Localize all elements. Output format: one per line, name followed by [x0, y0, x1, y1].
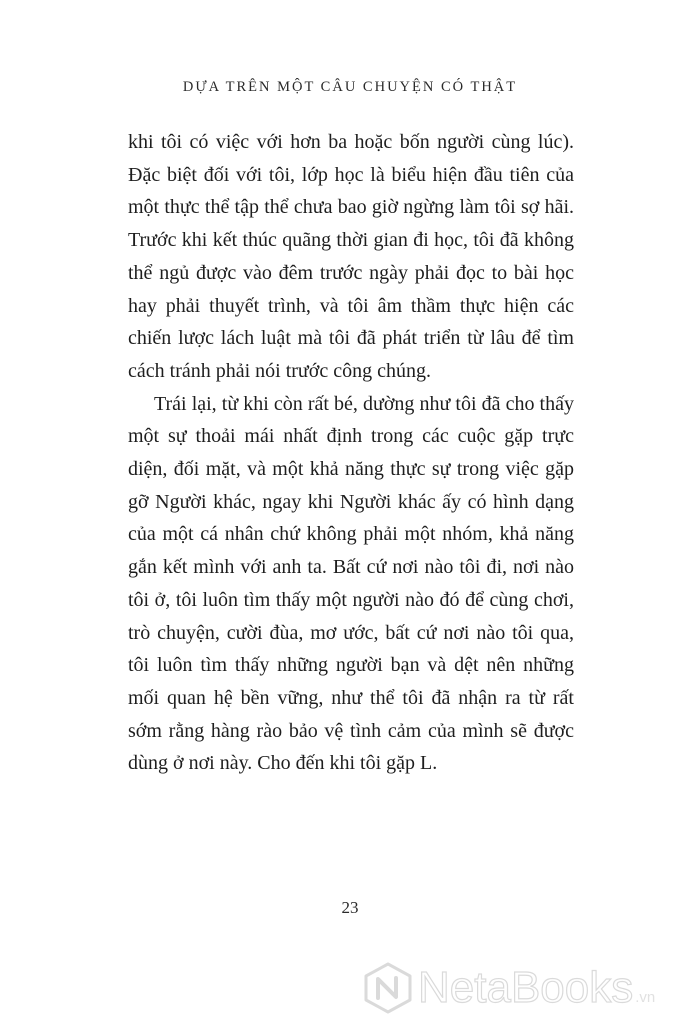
- page-number: 23: [341, 898, 359, 917]
- running-title: DỰA TRÊN MỘT CÂU CHUYỆN CÓ THẬT: [182, 79, 518, 95]
- paragraph-2: Trái lại, từ khi còn rất bé, dường như tôi đã cho thấy một sự thoải mái nhất định trong các cuộc gặp trực diện, đối mặt, và một khả năng thực sự trong việc gặp gỡ Người khác, ngay khi Người khác ấy có hình dạng của một cá nhân chứ không phải một nhóm, khả năng gắn kết mình với anh ta. Bất cứ nơi nào tôi đi, nơi nào tôi ở, tôi luôn tìm thấy một người nào đó để cùng chơi, trò chuyện, cười đùa, mơ ước, bất cứ nơi nào tôi qua, tôi luôn tìm thấy những người bạn và dệt nên những mối quan hệ bền vững, như thể tôi đã nhận ra từ rất sớm rằng hàng rào bảo vệ tình cảm của mình sẽ được dùng ở nơi này. Cho đến khi tôi gặp L.: [128, 392, 574, 775]
- watermark-tld: .vn: [635, 989, 656, 1006]
- netabooks-watermark: [362, 958, 655, 1018]
- body-text: [128, 126, 574, 780]
- watermark-brand: NetaBooks: [418, 963, 634, 1012]
- netabooks-logo-icon: [362, 962, 414, 1014]
- paragraph-1: khi tôi có việc với hơn ba hoặc bốn người cùng lúc). Đặc biệt đối với tôi, lớp học là biểu hiện đầu tiên của một thực thể tập thể chưa bao giờ ngừng làm tôi sợ hãi. Trước khi kết thúc quãng thời gian đi học, tôi đã không thể ngủ được vào đêm trước ngày phải đọc to bài học hay phải thuyết trình, và tôi âm thầm thực hiện các chiến lược lách luật mà tôi đã phát triển từ lâu để tìm cách tránh phải nói trước công chúng.: [128, 131, 574, 382]
